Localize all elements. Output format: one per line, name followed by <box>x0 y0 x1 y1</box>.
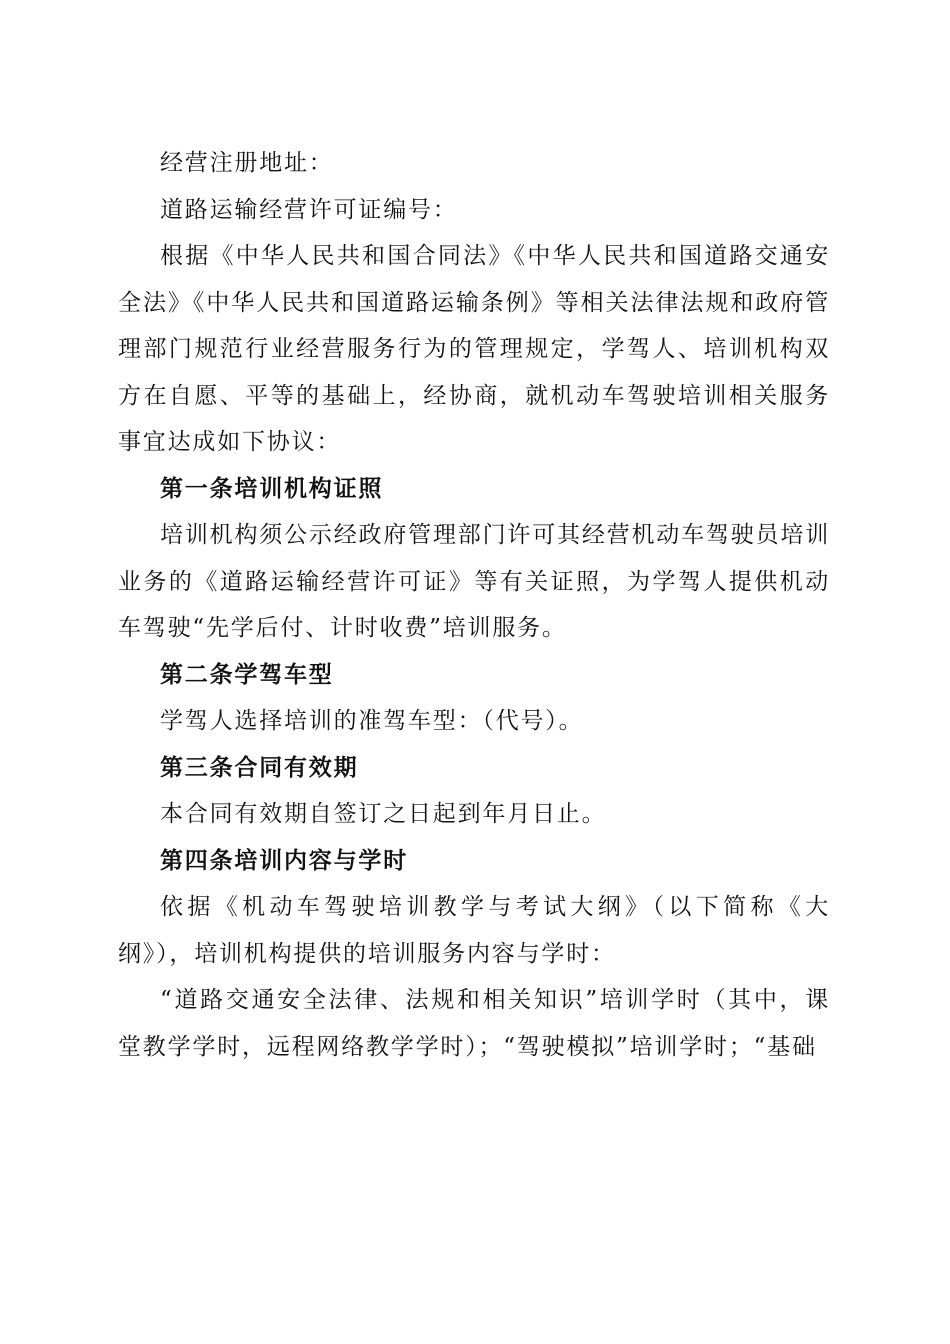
preamble-paragraph: 根据《中华人民共和国合同法》《中华人民共和国道路交通安全法》《中华人民共和国道路运输条例》等相关法律法规和政府管理部门规范行业经营服务行为的管理规定，学驾人、培训机构双方在自愿、平等的基础上，经协商，就机动车驾驶培训相关服务事宜达成如下协议： <box>118 243 830 455</box>
article-2-paragraph: 学驾人选择培训的准驾车型：（代号）。 <box>160 708 584 734</box>
article-2-heading: 第二条学驾车型 <box>160 660 334 688</box>
article-1-heading: 第一条培训机构证照 <box>160 474 384 502</box>
article-4-paragraph: 依据《机动车驾驶培训教学与考试大纲》（以下简称《大纲》），培训机构提供的培训服务内容与学时： <box>118 894 830 967</box>
article-1-paragraph: 培训机构须公示经政府管理部门许可其经营机动车驾驶员培训业务的《道路运输经营许可证》等有关证照，为学驾人提供机动车驾驶“先学后付、计时收费”培训服务。 <box>118 522 830 641</box>
registered-address-line: 经营注册地址： <box>160 150 334 176</box>
license-number-line: 道路运输经营许可证编号： <box>160 196 458 223</box>
article-4-heading: 第四条培训内容与学时 <box>160 846 408 874</box>
document-body <box>118 140 830 1070</box>
article-4-hours-paragraph: “道路交通安全法律、法规和相关知识”培训学时（其中，课堂教学学时，远程网络教学学时）；“驾驶模拟”培训学时；“基础 <box>118 987 830 1060</box>
article-3-paragraph: 本合同有效期自签订之日起到年月日止。 <box>160 801 607 827</box>
article-3-heading: 第三条合同有效期 <box>160 753 359 781</box>
